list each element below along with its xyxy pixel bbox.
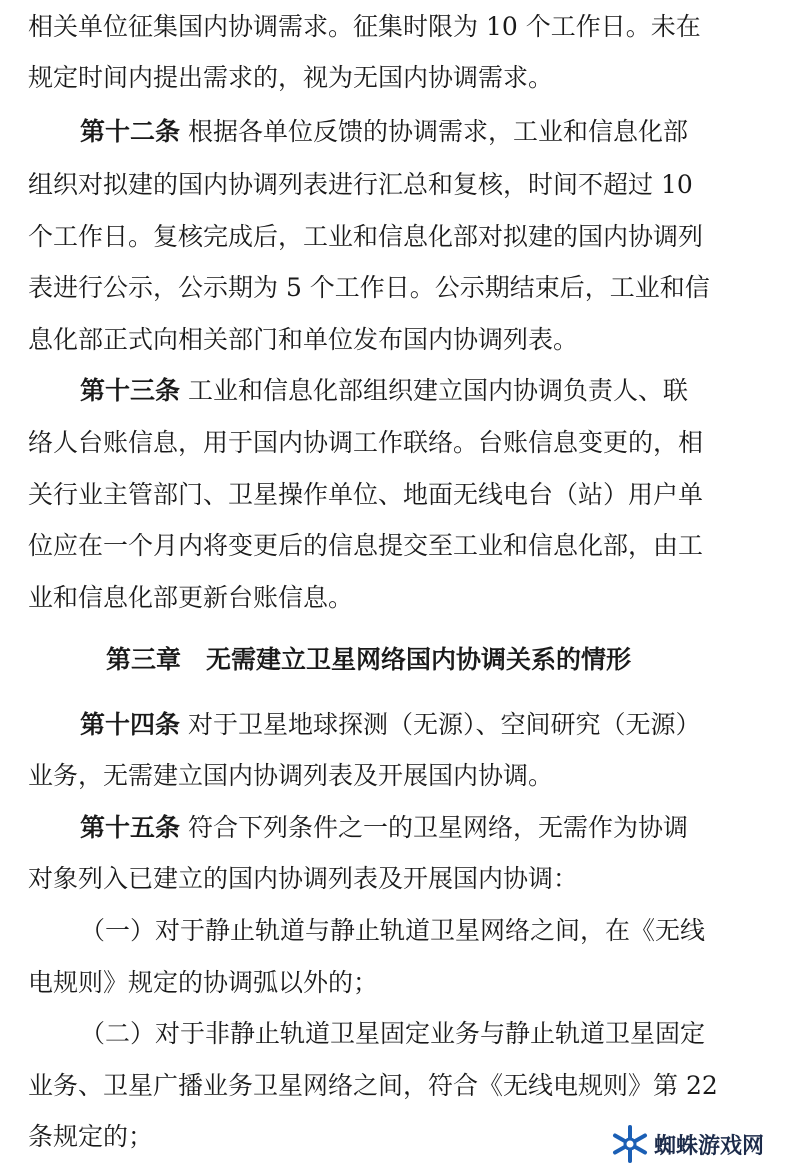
text-line: 表进行公示，公示期为 5 个工作日。公示期结束后，工业和信 xyxy=(28,273,710,302)
article-13 xyxy=(80,376,688,406)
text-line: 位应在一个月内将变更后的信息提交至工业和信息化部，由工 xyxy=(28,531,704,560)
text-line: 关行业主管部门、卫星操作单位、地面无线电台（站）用户单 xyxy=(28,480,704,509)
article-14 xyxy=(80,710,700,740)
article-label: 第十三条 xyxy=(80,376,181,405)
article-text: 根据各单位反馈的协调需求，工业和信息化部 xyxy=(187,117,688,146)
chapter-heading: 第三章 无需建立卫星网络国内协调关系的情形 xyxy=(106,645,632,674)
watermark-text: 蜘蛛游戏网 xyxy=(654,1134,765,1159)
clause-2: （二）对于非静止轨道卫星固定业务与静止轨道卫星固定 xyxy=(80,1019,706,1048)
article-text: 符合下列条件之一的卫星网络，无需作为协调 xyxy=(187,813,688,842)
text-line: 电规则》规定的协调弧以外的； xyxy=(28,968,379,997)
article-text: 工业和信息化部组织建立国内协调负责人、联 xyxy=(187,376,688,405)
article-label: 第十五条 xyxy=(80,813,181,842)
article-label: 第十四条 xyxy=(80,710,181,739)
text-line: 个工作日。复核完成后，工业和信息化部对拟建的国内协调列 xyxy=(28,222,704,251)
text-line: 业务、卫星广播业务卫星网络之间，符合《无线电规则》第 22 xyxy=(28,1071,718,1100)
article-label: 第十二条 xyxy=(80,117,181,146)
text-line: 业和信息化部更新台账信息。 xyxy=(28,583,354,612)
watermark xyxy=(610,1123,790,1165)
snowflake-icon xyxy=(610,1124,650,1164)
article-text: 对于卫星地球探测（无源）、空间研究（无源） xyxy=(187,710,701,739)
article-15 xyxy=(80,813,688,843)
clause-1: （一）对于静止轨道与静止轨道卫星网络之间，在《无线 xyxy=(80,916,706,945)
text-line: 相关单位征集国内协调需求。征集时限为 10 个工作日。未在 xyxy=(28,12,701,41)
text-line: 规定时间内提出需求的，视为无国内协调需求。 xyxy=(28,63,554,92)
article-12 xyxy=(80,117,688,147)
text-line: 对象列入已建立的国内协调列表及开展国内协调： xyxy=(28,864,579,893)
text-line: 业务，无需建立国内协调列表及开展国内协调。 xyxy=(28,761,554,790)
text-line: 条规定的； xyxy=(28,1122,154,1151)
text-line: 息化部正式向相关部门和单位发布国内协调列表。 xyxy=(28,325,579,354)
text-line: 络人台账信息，用于国内协调工作联络。台账信息变更的，相 xyxy=(28,428,704,457)
text-line: 组织对拟建的国内协调列表进行汇总和复核，时间不超过 10 xyxy=(28,170,693,199)
